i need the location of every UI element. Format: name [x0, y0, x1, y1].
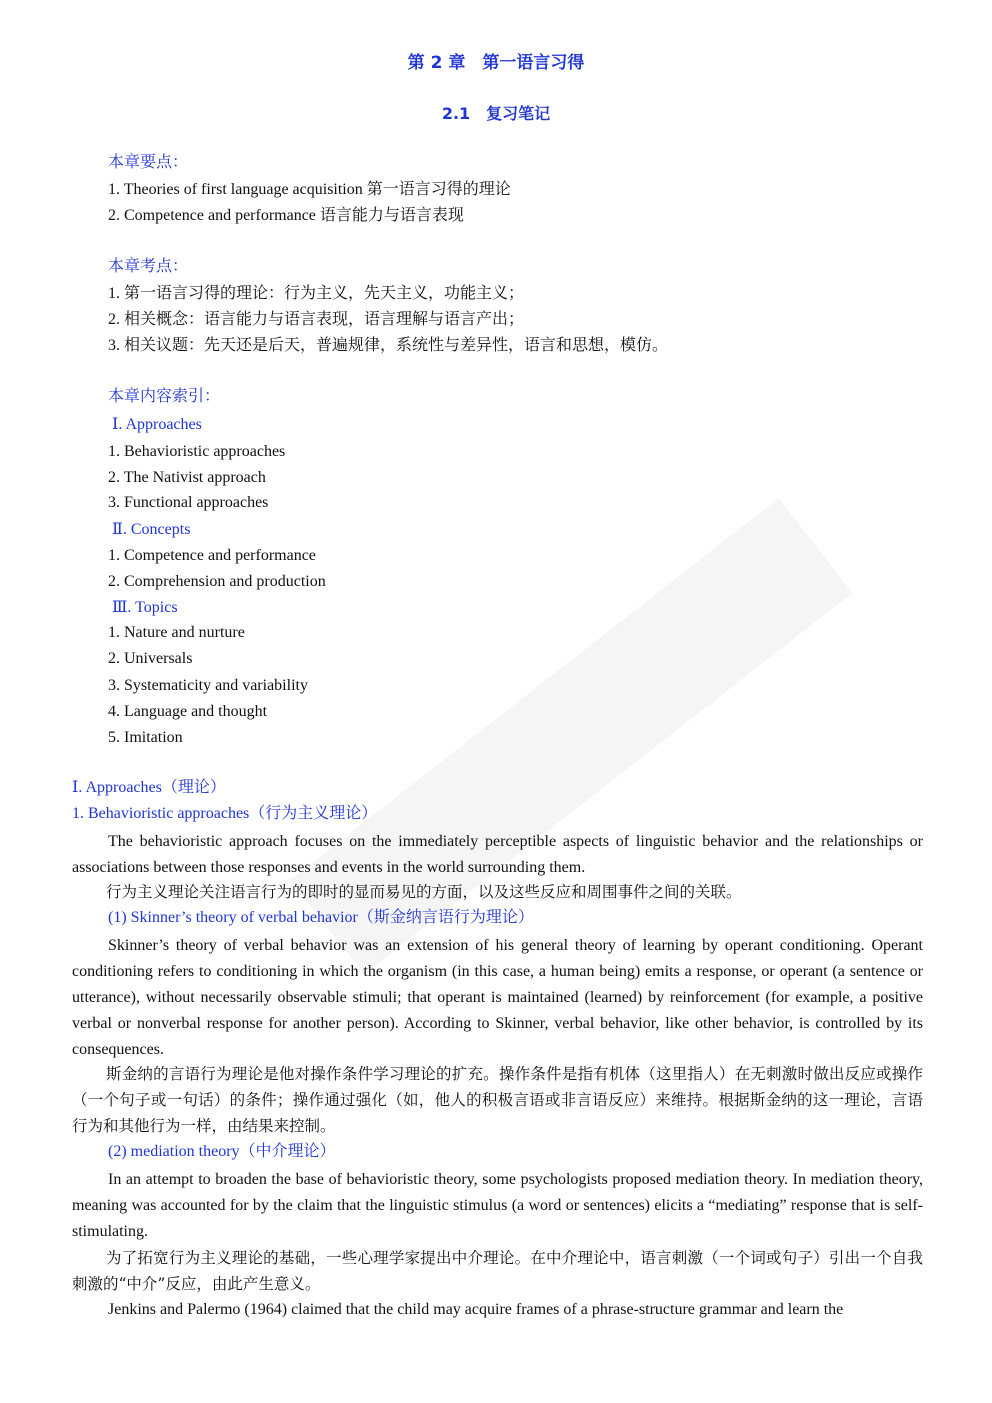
subsection-heading: 1. Behavioristic approaches（行为主义理论） — [72, 805, 378, 822]
paragraph-zh: 为了拓宽行为主义理论的基础，一些心理学家提出中介理论。在中介理论中，语言刺激（一个词或句子）引出一个自我刺激的“中介”反应，由此产生意义。 — [72, 1249, 923, 1293]
exam-point-item: 1. 第一语言习得的理论：行为主义，先天主义，功能主义； — [108, 285, 525, 302]
subheading-mediation: (2) mediation theory（中介理论） — [108, 1143, 336, 1160]
paragraph-en: In an attempt to broaden the base of behavioristic theory, some psychologists proposed mediation theory. In mediation theory, meaning was accounted for by the claim that the linguistic stimulus (a word or sentences) elicits a “mediating” response that is self-stimulating. — [72, 1171, 923, 1240]
index-item: 2. The Nativist approach — [108, 469, 266, 486]
section-heading: Ⅰ. Approaches（理论） — [72, 779, 226, 796]
paragraph-en: Skinner’s theory of verbal behavior was an extension of his general theory of learning by operant conditioning. Operant conditioning refers to conditioning in which the organism (in this case, a human being) emits a response, or operant (a sentence or utterance), without necessarily observable stimuli; that operant is maintained (learned) by reinforcement (for example, a positive verbal or nonverbal response for another person). According to Skinner, verbal behavior, like other behavior, is controlled by its consequences. — [72, 937, 923, 1058]
index-item: 1. Nature and nurture — [108, 624, 245, 641]
index-item: 3. Functional approaches — [108, 494, 269, 511]
index-item: 2. Comprehension and production — [108, 573, 326, 590]
key-point-item: 1. Theories of first language acquisition 第一语言习得的理论 — [108, 181, 511, 198]
paragraph-en: Jenkins and Palermo (1964) claimed that the child may acquire frames of a phrase-structure grammar and learn the — [108, 1301, 844, 1318]
exam-points-heading: 本章考点： — [108, 258, 189, 275]
index-item: 2. Universals — [108, 650, 193, 667]
index-item: 4. Language and thought — [108, 703, 268, 720]
index-item: 1. Behavioristic approaches — [108, 443, 286, 460]
key-point-item: 2. Competence and performance 语言能力与语言表现 — [108, 207, 464, 224]
index-group-title: Ⅰ. Approaches — [112, 416, 202, 433]
content-index-heading: 本章内容索引： — [108, 388, 221, 405]
section-title: 2.1 复习笔记 — [441, 104, 551, 123]
chapter-title: 第 2 章 第一语言习得 — [407, 53, 585, 73]
index-group-title: Ⅲ. Topics — [112, 599, 178, 616]
subheading-skinner: (1) Skinner’s theory of verbal behavior（斯金纳言语行为理论） — [108, 909, 534, 926]
key-points-heading: 本章要点： — [108, 154, 189, 171]
index-item: 1. Competence and performance — [108, 547, 316, 564]
paragraph-zh: 斯金纳的言语行为理论是他对操作条件学习理论的扩充。操作条件是指有机体（这里指人）在无刺激时做出反应或操作（一个句子或一句话）的条件；操作通过强化（如，他人的积极言语或非言语反应）来维持。根据斯金纳的这一理论，言语行为和其他行为一样，由结果来控制。 — [72, 1065, 923, 1135]
index-group-title: Ⅱ. Concepts — [112, 521, 191, 538]
index-item: 5. Imitation — [108, 729, 183, 746]
exam-point-item: 2. 相关概念：语言能力与语言表现，语言理解与语言产出； — [108, 311, 525, 328]
index-item: 3. Systematicity and variability — [108, 677, 308, 694]
paragraph-zh: 行为主义理论关注语言行为的即时的显而易见的方面，以及这些反应和周围事件之间的关联。 — [106, 883, 742, 901]
exam-point-item: 3. 相关议题：先天还是后天，普遍规律，系统性与差异性，语言和思想，模仿。 — [108, 337, 669, 354]
paragraph-en: The behavioristic approach focuses on the immediately perceptible aspects of linguistic behavior and the relationships or associations between those responses and events in the world surrounding them. — [72, 833, 923, 876]
